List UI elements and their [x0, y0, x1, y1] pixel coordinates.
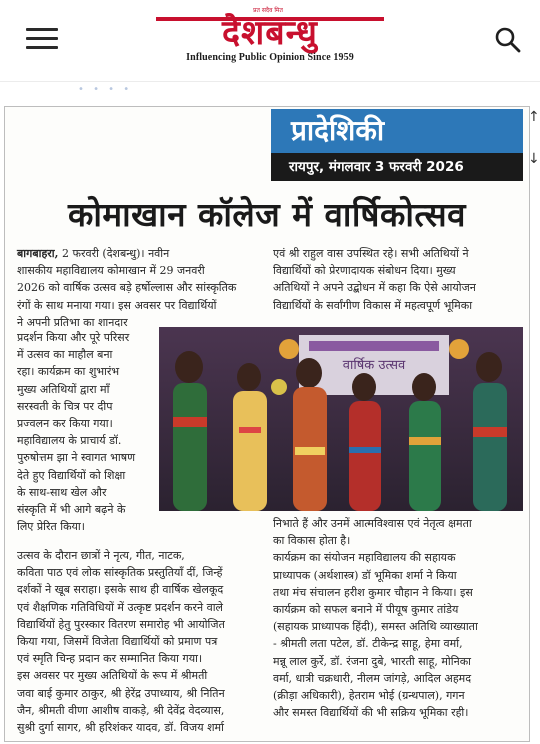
para-line: किया गया, जिसमें विजेता विद्यार्थियों को प्रमाण पत्र: [17, 635, 218, 649]
logo-tagline: प्रत सदैव मित: [253, 7, 283, 14]
para-line: एवं श्री राहुल वास उपस्थित रहे। सभी अतिथियों ने: [273, 247, 469, 260]
para-line: प्रज्वलन कर किया गया।: [17, 417, 113, 431]
para-line: प्रदर्शन किया और पूरे परिसर: [17, 331, 130, 344]
para-line: सुश्री दुर्गा सागर, श्री हरिशंकर यादव, डॉ. विजय शर्मा: [17, 721, 224, 735]
para-line: इस अवसर पर मुख्य अतिथियों के रूप में श्रीमती: [17, 669, 208, 683]
arrow-up-icon: ↑: [528, 109, 540, 125]
para-line: रहा। कार्यक्रम का शुभारंभ: [17, 365, 120, 379]
para-line: महाविद्यालय के प्राचार्य डॉ.: [17, 434, 122, 448]
para-line: में उत्सव का माहौल बना: [17, 348, 113, 362]
para-line: संस्कृति में भी आगे बढ़ने के: [17, 503, 126, 517]
article-col-right-bottom: [273, 515, 523, 721]
para-line: कार्यक्रम को सफल बनाने में पीयूष कुमार तांडेय: [273, 603, 459, 617]
para-line: - श्रीमती लता पटेल, डॉ. टीकेन्द्र साहू, हेमा वर्मा,: [273, 637, 463, 651]
loading-dots: • • • •: [78, 84, 133, 95]
arrow-down-icon: ↓: [528, 151, 540, 167]
para-line: एवं स्मृति चिन्ह प्रदान कर सम्मानित किया गया।: [17, 652, 203, 666]
para-line: ने अपनी प्रतिभा का शानदार: [17, 315, 128, 329]
para-line: (क्रीड़ा अधिकारी), हेतराम भोई (ग्रन्थपाल), गगन: [273, 689, 465, 703]
para-line: बागबाहरा, 2 फरवरी (देशबन्धु)। नवीन: [17, 247, 170, 260]
section-name: प्रादेशिकी: [271, 109, 523, 153]
para-line: शासकीय महाविद्यालय कोमाखान में 29 जनवरी: [17, 264, 205, 278]
para-line: अतिथियों ने अपने उद्बोधन में कहा कि ऐसे आयोजन: [273, 281, 476, 295]
para-line: दर्शकों ने खूब सराहा। इसके साथ ही वार्षिक खेलकूद: [17, 583, 224, 597]
search-icon[interactable]: [494, 26, 522, 54]
para-line: तथा मंच संचालन हरीश कुमार चौहान ने किया। इस: [273, 585, 473, 599]
article-col-left-top: [17, 245, 265, 331]
article-photo[interactable]: [159, 327, 523, 511]
para-line: विद्यार्थियों हेतु पुरस्कार वितरण समारोह भी आयोजित: [17, 617, 225, 631]
para-line: मुख्य अतिथियों द्वारा माँ: [17, 382, 110, 396]
para-line: के साथ-साथ खेल और: [17, 485, 107, 499]
dateline-place: बागबाहरा,: [17, 247, 59, 260]
para-line: निभाते हैं और उनमें आत्मविश्वास एवं नेतृत्व क्षमता: [273, 517, 472, 530]
newspaper-clipping: [4, 106, 540, 742]
para-line: जैन, श्रीमती वीणा आशीष वाकड़े, श्री देवेंद्र वेदव्यास,: [17, 703, 225, 717]
logo-subtitle: Influencing Public Opinion Since 1959: [186, 52, 354, 63]
para-line: और समस्त विद्यार्थियों की भी सक्रिय भूमिका रही।: [273, 706, 469, 720]
para-line: प्राध्यापक (अर्थशास्त्र) डॉ भूमिका शर्मा ने किया: [273, 568, 457, 582]
para-line: रंगों के साथ मनाया गया। इस अवसर पर विद्यार्थियों: [17, 298, 217, 312]
para-line: देते हुए विद्यार्थियों को शिक्षा: [17, 468, 126, 482]
logo-wordmark: देशबन्धु: [222, 13, 318, 53]
para-line: वर्मा, धात्री चक्रधारी, नीलम जांगड़े, आदिल अहमद: [273, 671, 472, 685]
para-line: विद्यार्थियों को प्रेरणादायक संबोधन दिया। मुख्य: [273, 264, 456, 278]
para-line: एवं शैक्षणिक गतिविधियों में उत्कृष्ट प्रदर्शन करने वाले: [17, 600, 224, 614]
para-line: जवा बाई कुमार ठाकुर, श्री हेरेंद्र उपाध्याय, श्री नितिन: [17, 686, 225, 700]
para-line: लिए प्रेरित किया।: [17, 520, 85, 534]
para-line: कविता पाठ एवं लोक सांस्कृतिक प्रस्तुतियाँ दीं, जिन्हें: [17, 566, 223, 580]
section-banner: [271, 109, 523, 181]
dateline: रायपुर, मंगलवार 3 फरवरी 2026: [271, 153, 523, 181]
para-line: उत्सव के दौरान छात्रों ने नृत्य, गीत, नाटक,: [17, 549, 185, 562]
article-col-left-mid: [17, 329, 155, 535]
photo-banner-text: वार्षिक उत्सव: [342, 358, 406, 373]
article-headline: कोमाखान कॉलेज में वार्षिकोत्सव: [68, 195, 466, 234]
para-line: (सहायक प्राध्यापक हिंदी), समस्त अतिथि व्याख्याता: [273, 620, 478, 634]
para-line: सरस्वती के चित्र पर दीप: [17, 399, 113, 413]
hamburger-menu-icon[interactable]: [26, 26, 58, 50]
para-line: मन्नू लाल कुर्रे, डॉ. रंजना दुबे, भारती साहू, मोनिका: [273, 654, 471, 668]
brand-logo[interactable]: [150, 6, 390, 72]
para-line: विद्यार्थियों के सर्वांगीण विकास में महत्वपूर्ण भूमिका: [273, 298, 473, 312]
article-col-left-bottom: [17, 547, 265, 736]
para-line: 2026 को वार्षिक उत्सव बड़े हर्षोल्लास और सांस्कृतिक: [17, 281, 237, 295]
para-line: पुरुषोत्तम झा ने स्वागत भाषण: [17, 451, 136, 465]
para-line: कार्यक्रम का संयोजन महाविद्यालय की सहायक: [273, 551, 456, 565]
para-line: का विकास होता है।: [273, 534, 351, 548]
article-col-right-top: [273, 245, 523, 314]
app-header: [0, 0, 540, 82]
